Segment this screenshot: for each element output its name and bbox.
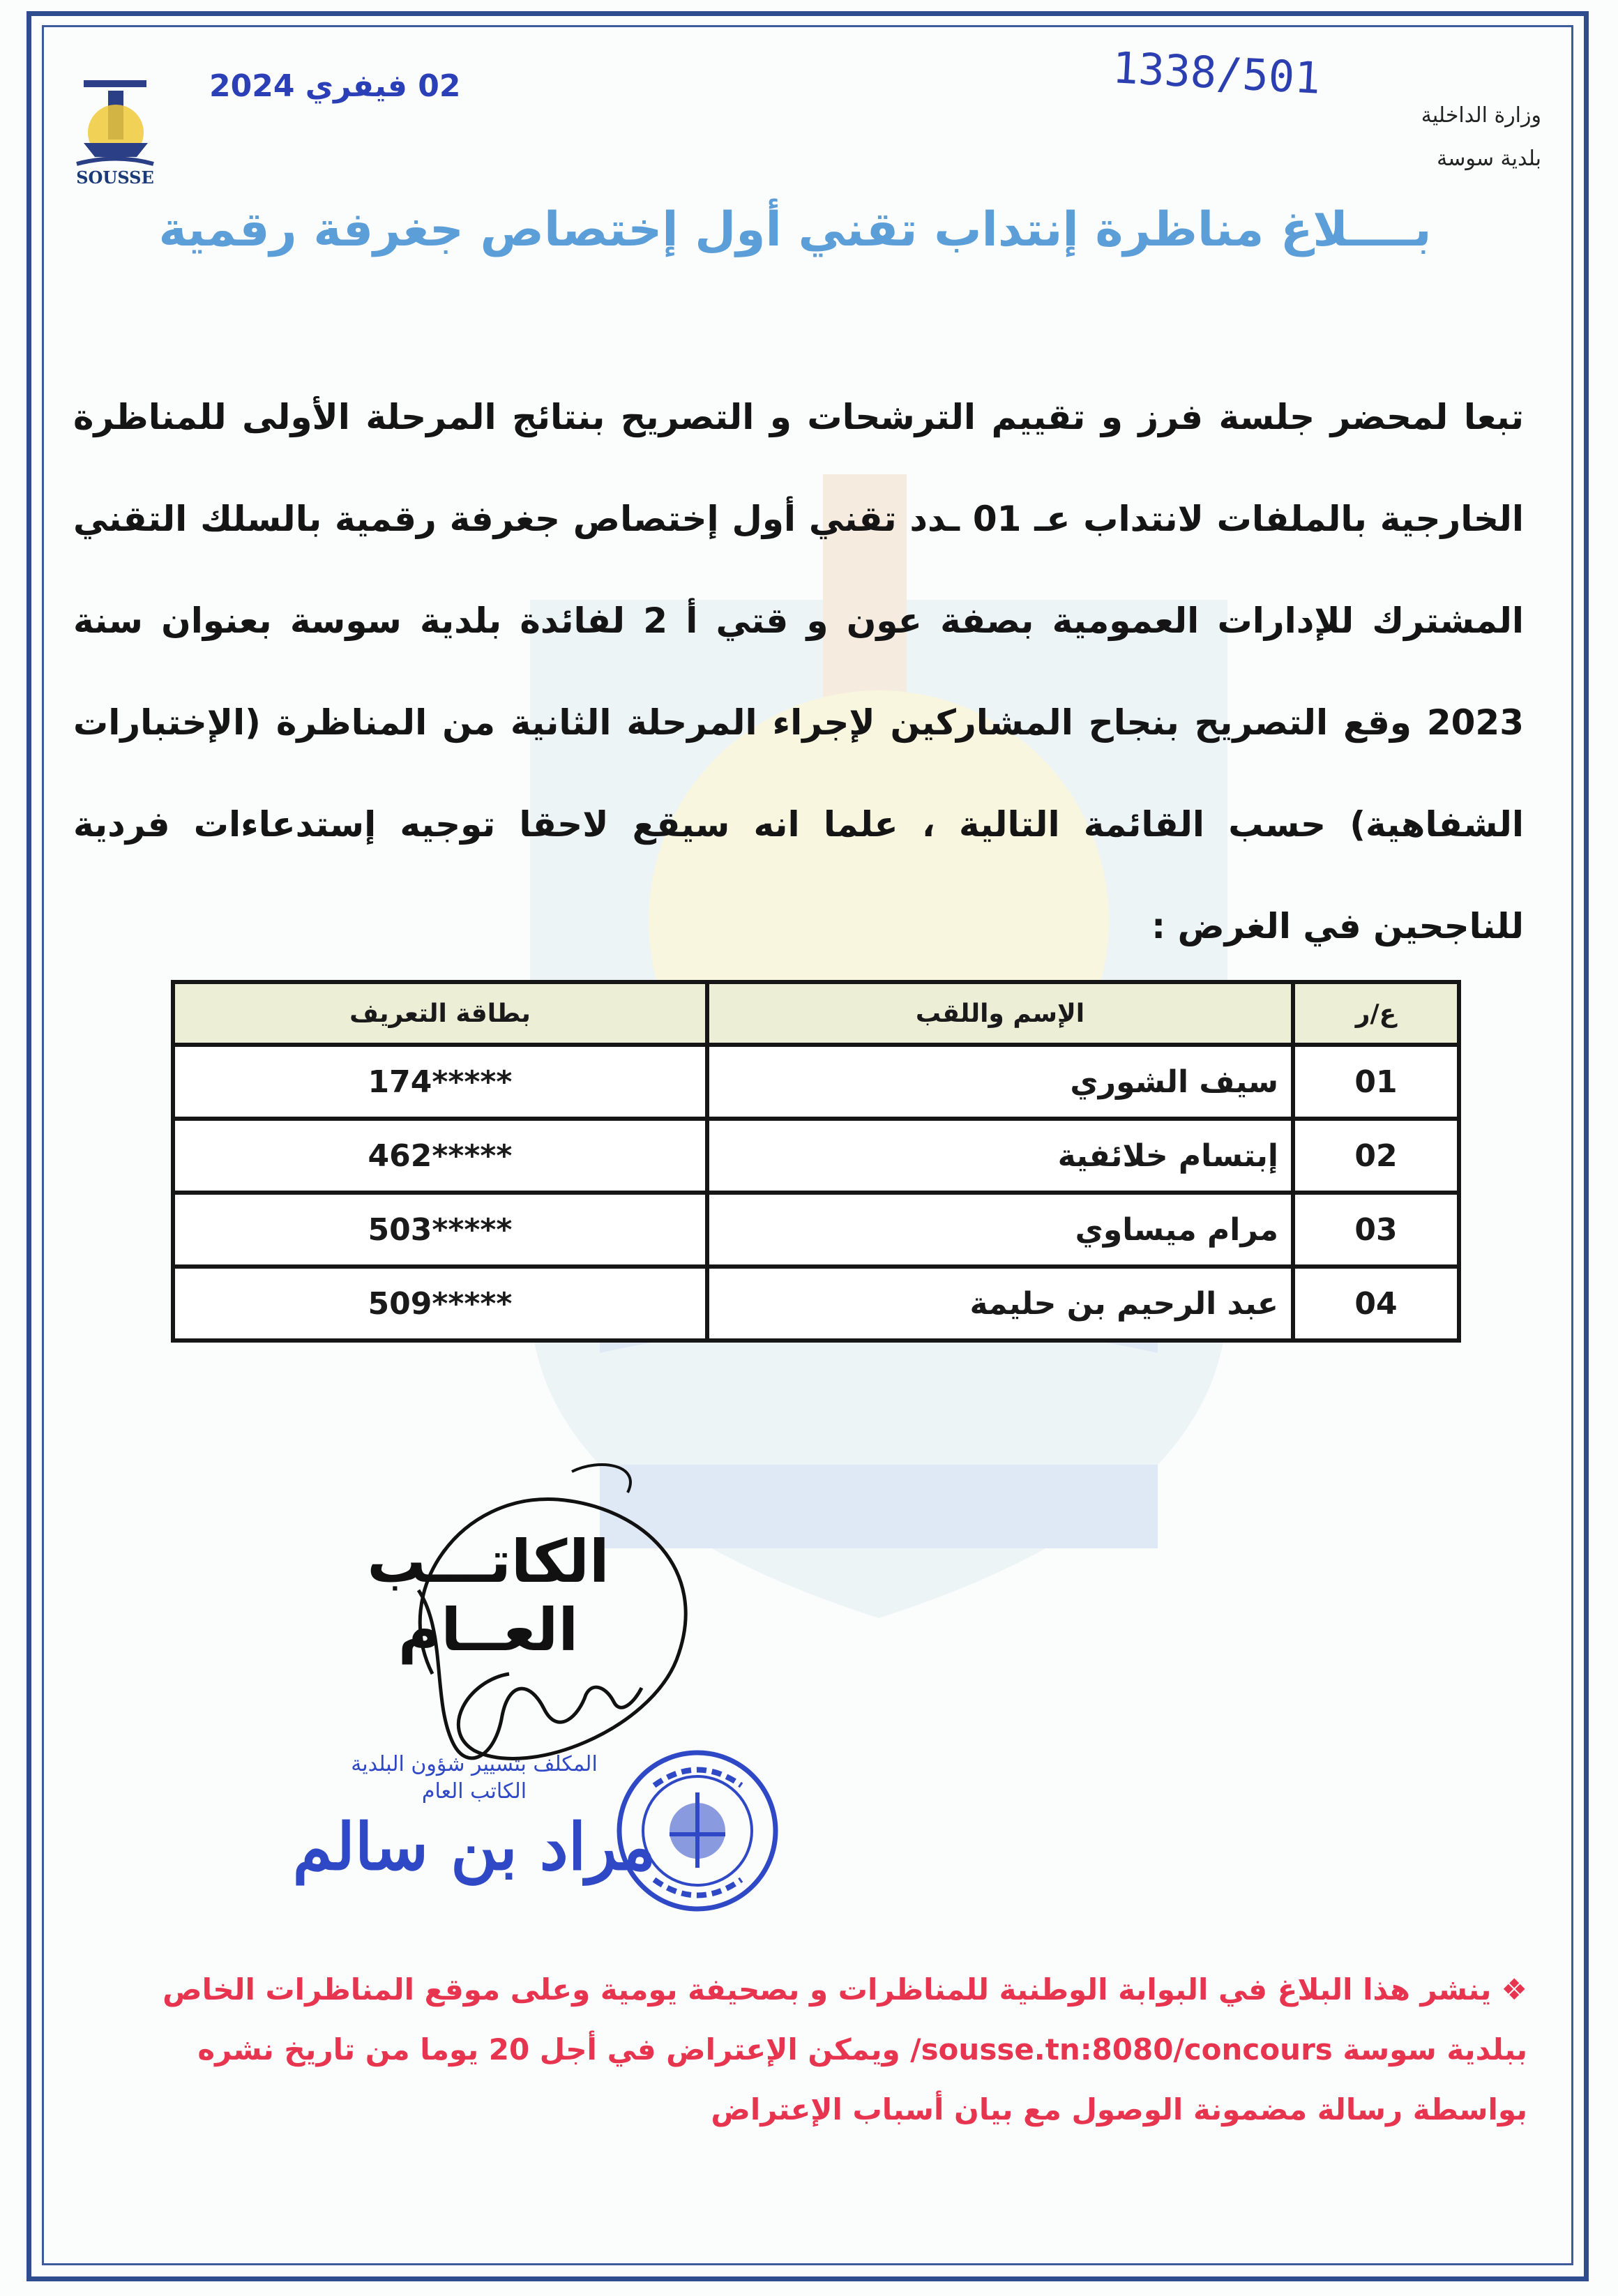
row-id-card: 509***** — [173, 1267, 707, 1340]
municipality-name: بلدية سوسة — [1437, 146, 1541, 171]
row-id-card: 503***** — [173, 1193, 707, 1267]
results-table — [171, 980, 1461, 1343]
table-header-row — [173, 982, 1459, 1045]
table-row — [173, 1119, 1459, 1193]
issuer-block — [1332, 94, 1541, 181]
publication-note — [77, 1960, 1527, 2140]
row-name: سيف الشوري — [707, 1045, 1293, 1119]
header-id-card: بطاقة التعريف — [173, 982, 707, 1045]
reference-number: 1338/501 — [1111, 42, 1322, 104]
body-paragraph: تبعا لمحضر جلسة فرز و تقييم الترشحات و التصريح بنتائج المرحلة الأولى للمناظرة الخارجية بالملفات لانتداب عـ 01 ـدد تقني أول إختصاص جغرفة رقمية بالسلك التقني المشترك للإدارات العمومية بصفة عون و قتي أ 2 لفائدة بلدية سوسة بعنوان سنة 2023 وقع التصريح بنجاح المشاركين لإجراء المرحلة الثانية من المناظرة (الإختبارات الشفاهية) حسب القائمة التالية ، علما انه سيقع لاحقا توجيه إستدعاءات فردية للناجحين في الغرض : — [73, 397, 1524, 946]
row-number: 02 — [1293, 1119, 1459, 1193]
row-number: 01 — [1293, 1045, 1459, 1119]
publication-note-text: ينشر هذا البلاغ في البوابة الوطنية للمناظرات و بصحيفة يومية وعلى موقع المناظرات الخاص ببلدية سوسة sousse.tn:8080/concours/ ويمكن الإعتراض في أجل 20 يوما من تاريخ نشره بواسطة رسالة مضمونة الوصول مع بيان أسباب الإعتراض — [162, 1972, 1527, 2127]
diamond-bullet-icon: ❖ — [1501, 1972, 1527, 2007]
official-stamp-text — [279, 1751, 670, 1889]
row-name: إبتسام خلائفية — [707, 1119, 1293, 1193]
logo-caption: SOUSSE — [76, 167, 154, 188]
row-name: مرام ميساوي — [707, 1193, 1293, 1267]
row-id-card: 462***** — [173, 1119, 707, 1193]
official-name: مراد بن سالم — [292, 1809, 656, 1885]
header-name: الإسم واللقب — [707, 982, 1293, 1045]
header-number: ع/ر — [1293, 982, 1459, 1045]
row-name: عبد الرحيم بن حليمة — [707, 1267, 1293, 1340]
ministry-name: وزارة الداخلية — [1421, 103, 1541, 128]
official-role: المكلف بتسيير شؤون البلدية — [351, 1752, 598, 1776]
signatory-title: الكاتـــب العــام — [367, 1527, 610, 1664]
document-title: بــــلاغ مناظرة إنتداب تقني أول إختصاص جغرفة رقمية — [158, 202, 1432, 257]
official-title: الكاتب العام — [421, 1779, 527, 1804]
row-number: 04 — [1293, 1267, 1459, 1340]
date-stamp: 02 فيفري 2024 — [209, 68, 461, 104]
table-row — [173, 1045, 1459, 1119]
row-number: 03 — [1293, 1193, 1459, 1267]
official-seal — [612, 1744, 783, 1918]
row-id-card: 174***** — [173, 1045, 707, 1119]
table-row — [173, 1193, 1459, 1267]
table-row — [173, 1267, 1459, 1340]
